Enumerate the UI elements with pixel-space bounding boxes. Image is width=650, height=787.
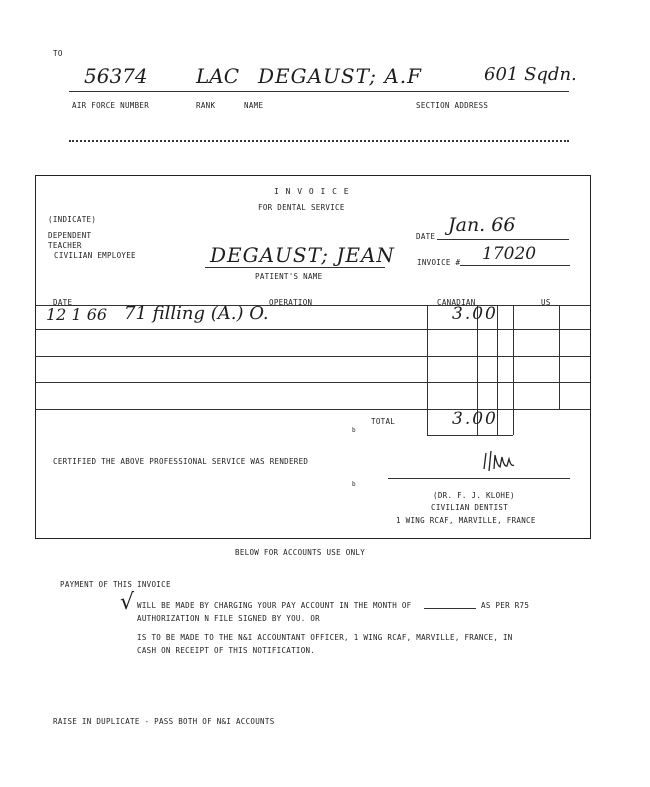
table-col-line [559, 305, 560, 409]
table-col-line [513, 305, 514, 435]
to-label: TO [53, 49, 63, 58]
dentist-signature-image [480, 447, 520, 475]
total-line [427, 435, 513, 436]
patient-name-underline [205, 267, 385, 268]
category-teacher: TEACHER [48, 241, 82, 250]
row-canadian: 3.00 [452, 304, 498, 324]
option1-line1: WILL BE MADE BY CHARGING YOUR PAY ACCOUNT IN THE MONTH OF [137, 601, 412, 610]
total-label: TOTAL [371, 417, 396, 426]
table-line [35, 382, 590, 383]
name-value: DEGAUST; A.F [258, 64, 423, 88]
dentist-address: 1 WING RCAF, MARVILLE, FRANCE [396, 516, 536, 525]
rank-value: LAC [196, 64, 240, 88]
tear-line [69, 140, 569, 142]
category-dependent: DEPENDENT [48, 231, 92, 240]
table-line [35, 329, 590, 330]
stray-mark: b [352, 427, 356, 434]
col-operation-header: OPERATION [269, 298, 313, 307]
dentist-name: (DR. F. J. KLOHE) [433, 491, 515, 500]
table-line [35, 409, 590, 410]
total-value: 3.00 [452, 409, 498, 429]
date-underline [437, 239, 569, 240]
option2-line1: IS TO BE MADE TO THE N&I ACCOUNTANT OFFICER, 1 WING RCAF, MARVILLE, FRANCE, IN [137, 633, 513, 642]
invoice-number-label: INVOICE # [417, 258, 461, 267]
col-canadian-header: CANADIAN [437, 298, 476, 307]
table-col-line [427, 305, 428, 435]
name-label: NAME [244, 101, 264, 110]
col-us-header: US [541, 298, 551, 307]
row-operation: 71 filling (A.) O. [124, 303, 269, 324]
option2-line2: CASH ON RECEIPT OF THIS NOTIFICATION. [137, 646, 316, 655]
air-force-number-value: 56374 [84, 64, 148, 88]
stray-mark: b [352, 481, 356, 488]
table-line [35, 356, 590, 357]
section-address-value: 601 Sqdn. [484, 64, 577, 85]
section-address-label: SECTION ADDRESS [416, 101, 489, 110]
certification-text: CERTIFIED THE ABOVE PROFESSIONAL SERVICE WAS RENDERED [53, 457, 309, 466]
date-value: Jan. 66 [448, 214, 516, 236]
footer-note: RAISE IN DUPLICATE - PASS BOTH OF N&I ACCOUNTS [53, 717, 275, 726]
dentist-title: CIVILIAN DENTIST [431, 503, 509, 512]
col-date-header: DATE [53, 298, 73, 307]
invoice-title: I N V O I C E [274, 187, 350, 196]
date-label: DATE [416, 232, 436, 241]
header-underline [69, 91, 569, 92]
option1-line1-end: AS PER R75 [481, 601, 530, 610]
invoice-subtitle: FOR DENTAL SERVICE [258, 203, 345, 212]
patient-name-value: DEGAUST; JEAN [210, 243, 395, 267]
month-blank [424, 608, 476, 609]
rank-label: RANK [196, 101, 216, 110]
signature-line [388, 478, 570, 479]
payment-label: PAYMENT OF THIS INVOICE [60, 580, 171, 589]
accounts-heading: BELOW FOR ACCOUNTS USE ONLY [235, 548, 366, 557]
invoice-number-value: 17020 [482, 244, 537, 264]
air-force-number-label: AIR FORCE NUMBER [72, 101, 150, 110]
patient-name-label: PATIENT'S NAME [255, 272, 323, 281]
check-mark-icon: √ [120, 590, 135, 615]
invoice-number-underline [460, 265, 570, 266]
option1-line2: AUTHORIZATION N FILE SIGNED BY YOU. OR [137, 614, 320, 623]
indicate-label: (INDICATE) [48, 215, 97, 224]
table-line [35, 305, 590, 306]
row-date: 12 1 66 [46, 305, 108, 324]
category-civilian-employee: CIVILIAN EMPLOYEE [54, 251, 136, 260]
